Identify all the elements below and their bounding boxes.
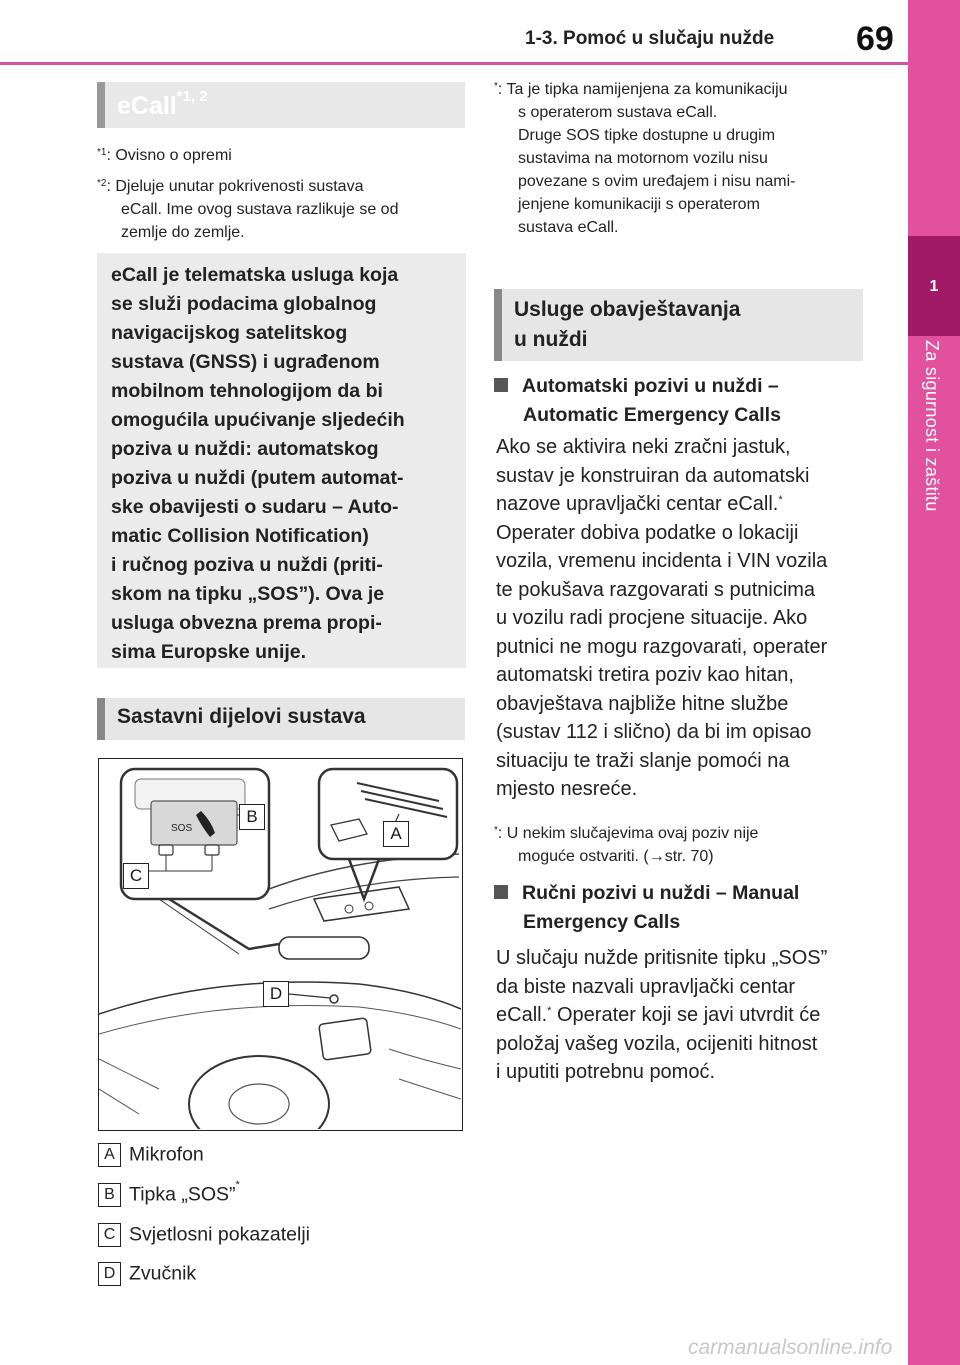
- figure-label-d: D: [263, 981, 289, 1007]
- figure-label-b: B: [239, 804, 265, 830]
- footnote-1: $^{*1}$: Ovisno o opremi: [97, 147, 232, 164]
- watermark: carmanualsonline.info: [688, 1336, 893, 1359]
- bullet-square-icon: [494, 378, 508, 392]
- legend-item-microphone: A Mikrofon: [98, 1143, 204, 1169]
- legend-item-speaker: D Zvučnik: [98, 1262, 196, 1288]
- legend-item-indicators: C Svjetlosni pokazatelji: [98, 1223, 310, 1249]
- chapter-title: Za sigurnost i zaštitu: [922, 340, 942, 512]
- manual-calls-body: U slučaju nužde pritisnite tipku „SOS” da biste nazvali upravljački centar eCall.* Operater koji se javi utvrdit će položaj vašeg vozila, ocijeniti hitnost i uputiti potrebnu pomoć.: [496, 947, 828, 1083]
- system-components-heading: Sastavni dijelovi sustava: [97, 698, 465, 740]
- manual-calls-heading: Ručni pozivi u nuždi – Manual Emergency Calls: [494, 879, 799, 937]
- ecall-heading: [97, 82, 465, 128]
- chapter-number: 1: [929, 278, 939, 295]
- figure-label-c: C: [123, 863, 149, 889]
- footnote-2: $^{*2}$: Djeluje unutar pokrivenosti sustava eCall. Ime ovog sustava razlikuje se od zemlje do zemlje.: [97, 178, 399, 241]
- page-number: 69: [856, 20, 894, 58]
- figure-label-a: A: [383, 821, 409, 847]
- legend-item-sos-button: B Tipka „SOS”*: [98, 1183, 240, 1209]
- intro-box: eCall je telematska usluga koja se služi podacima globalnog navigacijskog satelitskog sustava (GNSS) i ugrađenom mobilnom tehnologijom da bi omogućila upućivanje sljedećih poziva u nuždi: automatskog poziva u nuždi (putem automat- ske obavijesti o sudaru – Auto- matic Collision Notification) i ručnog poziva u nuždi (priti- skom na tipku „SOS”). Ova je usluga obvezna prema propi- sima Europske unije.: [97, 253, 466, 668]
- car-interior-illustration: [99, 759, 461, 1129]
- sos-button-label: SOS: [171, 823, 193, 834]
- bullet-square-icon: [494, 885, 508, 899]
- section-header-title: 1-3. Pomoć u slučaju nužde: [525, 28, 775, 49]
- automatic-calls-body: Ako se aktivira neki zračni jastuk, sustav je konstruiran da automatski nazove upravljački centar eCall.* Operater dobiva podatke o lokaciji vozila, vremenu incidenta i VIN vozila te pokušava razgovarati s putnicima u vozilu radi procjene situacije. Ako putnici ne mogu razgovarati, operater automatski tretira poziv kao hitan, obavještava najbliže hitne službe (sustav 112 i slično) da bi im opisao situaciju te traži slanje pomoći na mjesto nesreće.: [496, 436, 828, 800]
- header-rule: [0, 62, 908, 65]
- footnote-sos-button: *: Ta je tipka namijenjena za komunikaciju s operaterom sustava eCall. Druge SOS tipke dostupne u drugim sustavima na motornom vozilu nisu povezane s ovim uređajem i nisu nami- jenjene komunikaciji s operaterom sustava eCall.: [494, 81, 796, 236]
- ecall-heading-sup: *1, 2: [176, 88, 208, 105]
- automatic-calls-heading: Automatski pozivi u nuždi – Automatic Emergency Calls: [494, 372, 781, 430]
- ecall-heading-text: eCall: [117, 92, 177, 120]
- footnote-automatic-call: *: U nekim slučajevima ovaj poziv nije moguće ostvariti. (→str. 70): [494, 825, 759, 865]
- chapter-side-tab: [908, 0, 960, 1365]
- emergency-services-heading: Usluge obavještavanja u nuždi: [494, 289, 863, 361]
- ecall-components-figure: [98, 758, 463, 1131]
